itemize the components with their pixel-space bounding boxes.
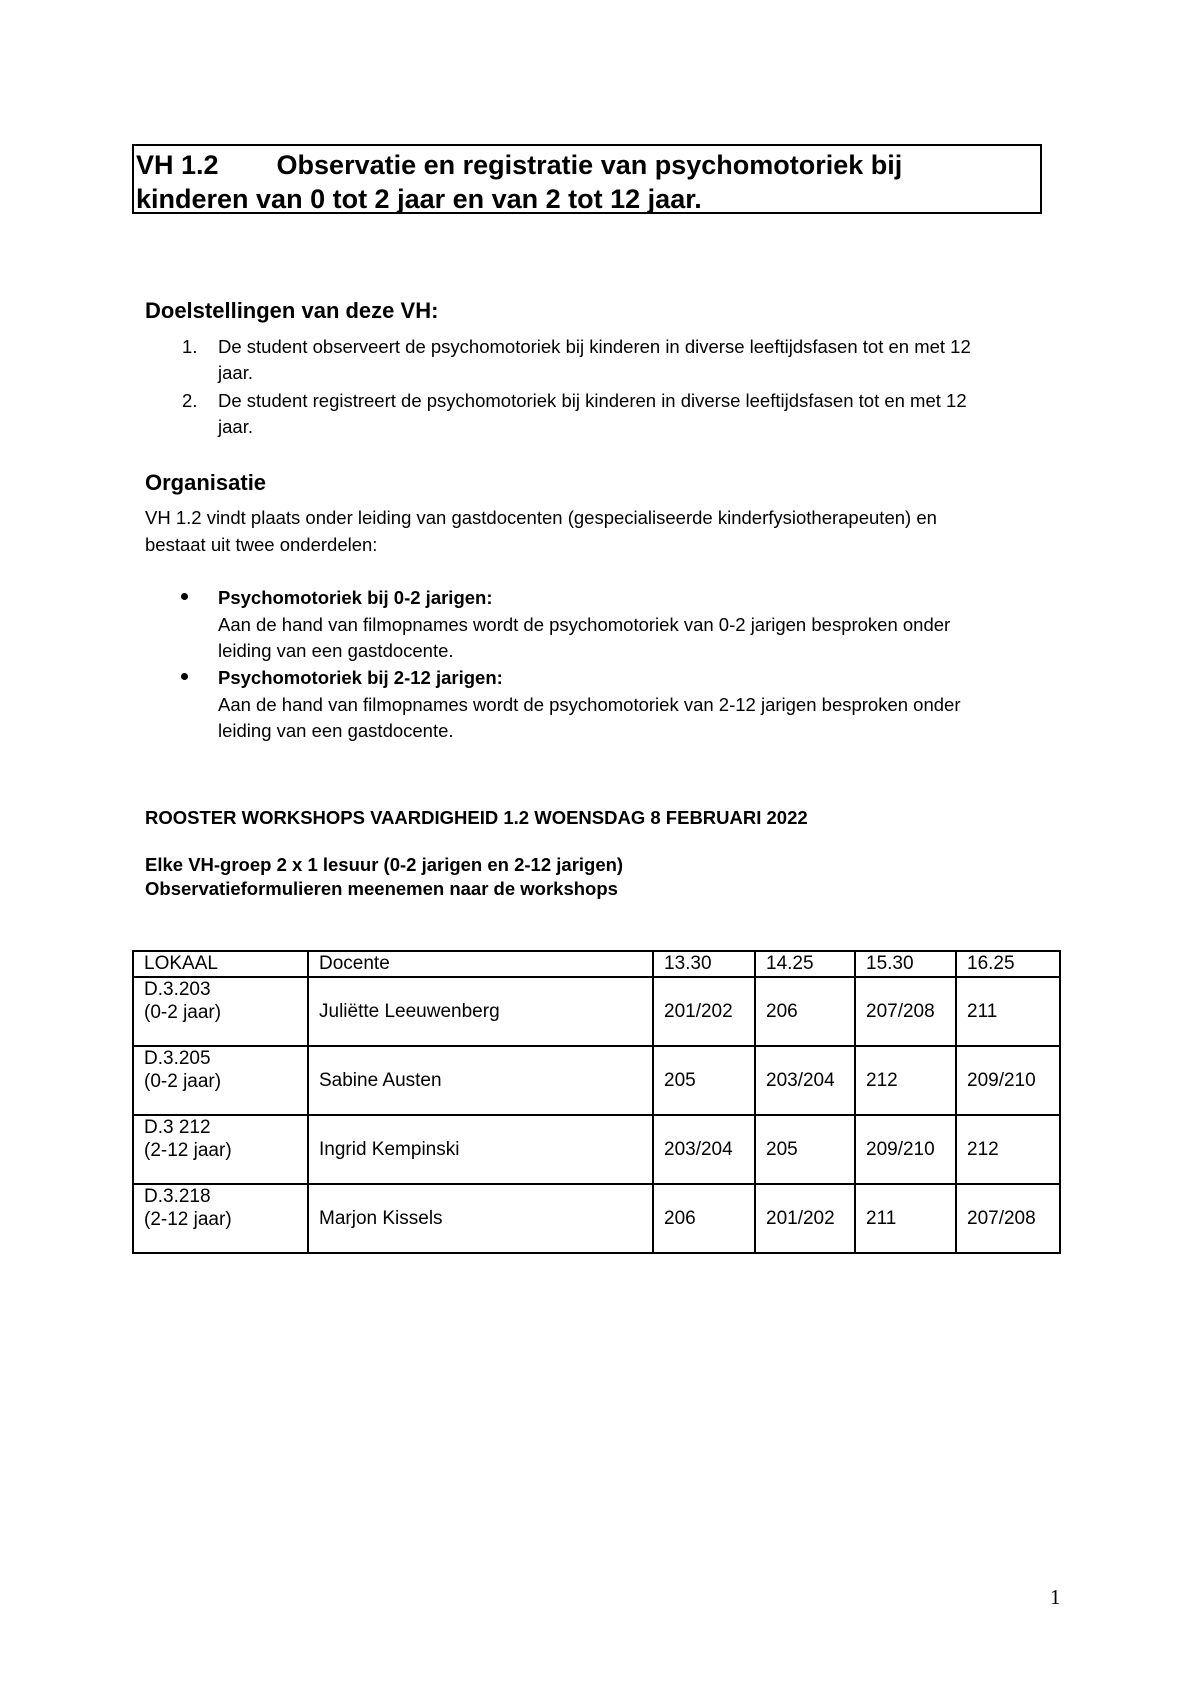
- rooster-note-2: Observatieformulieren meenemen naar de workshops: [145, 878, 618, 899]
- lokaal-code: D.3 212: [144, 1117, 211, 1138]
- goal-item-2-line-2: jaar.: [218, 416, 253, 437]
- lokaal-age: (0-2 jaar): [144, 1071, 222, 1092]
- slot-cell: 212: [855, 1046, 956, 1115]
- lokaal-cell: [133, 1115, 308, 1184]
- bullet-2-title: Psychomotoriek bij 2-12 jarigen:: [218, 667, 503, 688]
- docente-cell: Ingrid Kempinski: [308, 1115, 653, 1184]
- bullet-2-line-2: leiding van een gastdocente.: [218, 720, 454, 741]
- lokaal-code: D.3.205: [144, 1048, 211, 1069]
- header-docente: Docente: [308, 951, 653, 977]
- rooster-heading: ROOSTER WORKSHOPS VAARDIGHEID 1.2 WOENSDAG 8 FEBRUARI 2022: [145, 807, 808, 828]
- goal-item-2-line-1: De student registreert de psychomotoriek bij kinderen in diverse leeftijdsfasen tot en met 12: [218, 390, 967, 411]
- table-row: [133, 1046, 1060, 1115]
- bullet-2-line-1: Aan de hand van filmopnames wordt de psychomotoriek van 2-12 jarigen besproken onder: [218, 694, 961, 715]
- slot-cell: 205: [755, 1115, 855, 1184]
- header-time-4: 16.25: [956, 951, 1060, 977]
- slot-cell: 212: [956, 1115, 1060, 1184]
- table-row: [133, 1115, 1060, 1184]
- bullet-icon: [181, 673, 188, 680]
- slot-cell: 201/202: [755, 1184, 855, 1253]
- title-box: [132, 144, 1042, 214]
- lokaal-age: (2-12 jaar): [144, 1140, 232, 1161]
- table-row: [133, 1184, 1060, 1253]
- slot-cell: 201/202: [653, 977, 755, 1046]
- table-row: [133, 977, 1060, 1046]
- slot-cell: 207/208: [855, 977, 956, 1046]
- header-lokaal: LOKAAL: [133, 951, 308, 977]
- lokaal-cell: [133, 1184, 308, 1253]
- docente-cell: Juliëtte Leeuwenberg: [308, 977, 653, 1046]
- lokaal-code: D.3.218: [144, 1186, 211, 1207]
- goals-heading: Doelstellingen van deze VH:: [145, 298, 439, 323]
- lokaal-cell: [133, 977, 308, 1046]
- goal-number: 1.: [182, 336, 198, 357]
- slot-cell: 209/210: [956, 1046, 1060, 1115]
- title-line-1: [136, 150, 902, 180]
- bullet-1-line-1: Aan de hand van filmopnames wordt de psychomotoriek van 0-2 jarigen besproken onder: [218, 614, 951, 635]
- rooster-table: [132, 950, 1061, 1254]
- slot-cell: 203/204: [755, 1046, 855, 1115]
- table-header-row: [133, 951, 1060, 977]
- docente-cell: Marjon Kissels: [308, 1184, 653, 1253]
- lokaal-age: (2-12 jaar): [144, 1209, 232, 1230]
- slot-cell: 205: [653, 1046, 755, 1115]
- slot-cell: 203/204: [653, 1115, 755, 1184]
- slot-cell: 211: [855, 1184, 956, 1253]
- goal-number: 2.: [182, 390, 198, 411]
- slot-cell: 209/210: [855, 1115, 956, 1184]
- slot-cell: 206: [755, 977, 855, 1046]
- page-number: 1: [1050, 1585, 1061, 1609]
- title-code: VH 1.2: [136, 150, 219, 180]
- organisatie-intro-line-1: VH 1.2 vindt plaats onder leiding van gastdocenten (gespecialiseerde kinderfysiotherapeuten) en: [145, 507, 937, 528]
- title-line-2: kinderen van 0 tot 2 jaar en van 2 tot 12 jaar.: [136, 184, 702, 214]
- docente-cell: Sabine Austen: [308, 1046, 653, 1115]
- slot-cell: 211: [956, 977, 1060, 1046]
- lokaal-cell: [133, 1046, 308, 1115]
- bullet-1-title: Psychomotoriek bij 0-2 jarigen:: [218, 587, 493, 608]
- lokaal-age: (0-2 jaar): [144, 1002, 222, 1023]
- rooster-note-1: Elke VH-groep 2 x 1 lesuur (0-2 jarigen en 2-12 jarigen): [145, 854, 624, 875]
- bullet-icon: [181, 593, 188, 600]
- goal-item-1-line-2: jaar.: [218, 362, 253, 383]
- title-text: Observatie en registratie van psychomotoriek bij: [276, 150, 903, 180]
- slot-cell: 206: [653, 1184, 755, 1253]
- organisatie-intro-line-2: bestaat uit twee onderdelen:: [145, 534, 378, 555]
- organisatie-heading: Organisatie: [145, 470, 267, 495]
- goal-item-1-line-1: De student observeert de psychomotoriek bij kinderen in diverse leeftijdsfasen tot en met 12: [218, 336, 971, 357]
- lokaal-code: D.3.203: [144, 979, 211, 1000]
- header-time-3: 15.30: [855, 951, 956, 977]
- header-time-2: 14.25: [755, 951, 855, 977]
- slot-cell: 207/208: [956, 1184, 1060, 1253]
- header-time-1: 13.30: [653, 951, 755, 977]
- bullet-1-line-2: leiding van een gastdocente.: [218, 640, 454, 661]
